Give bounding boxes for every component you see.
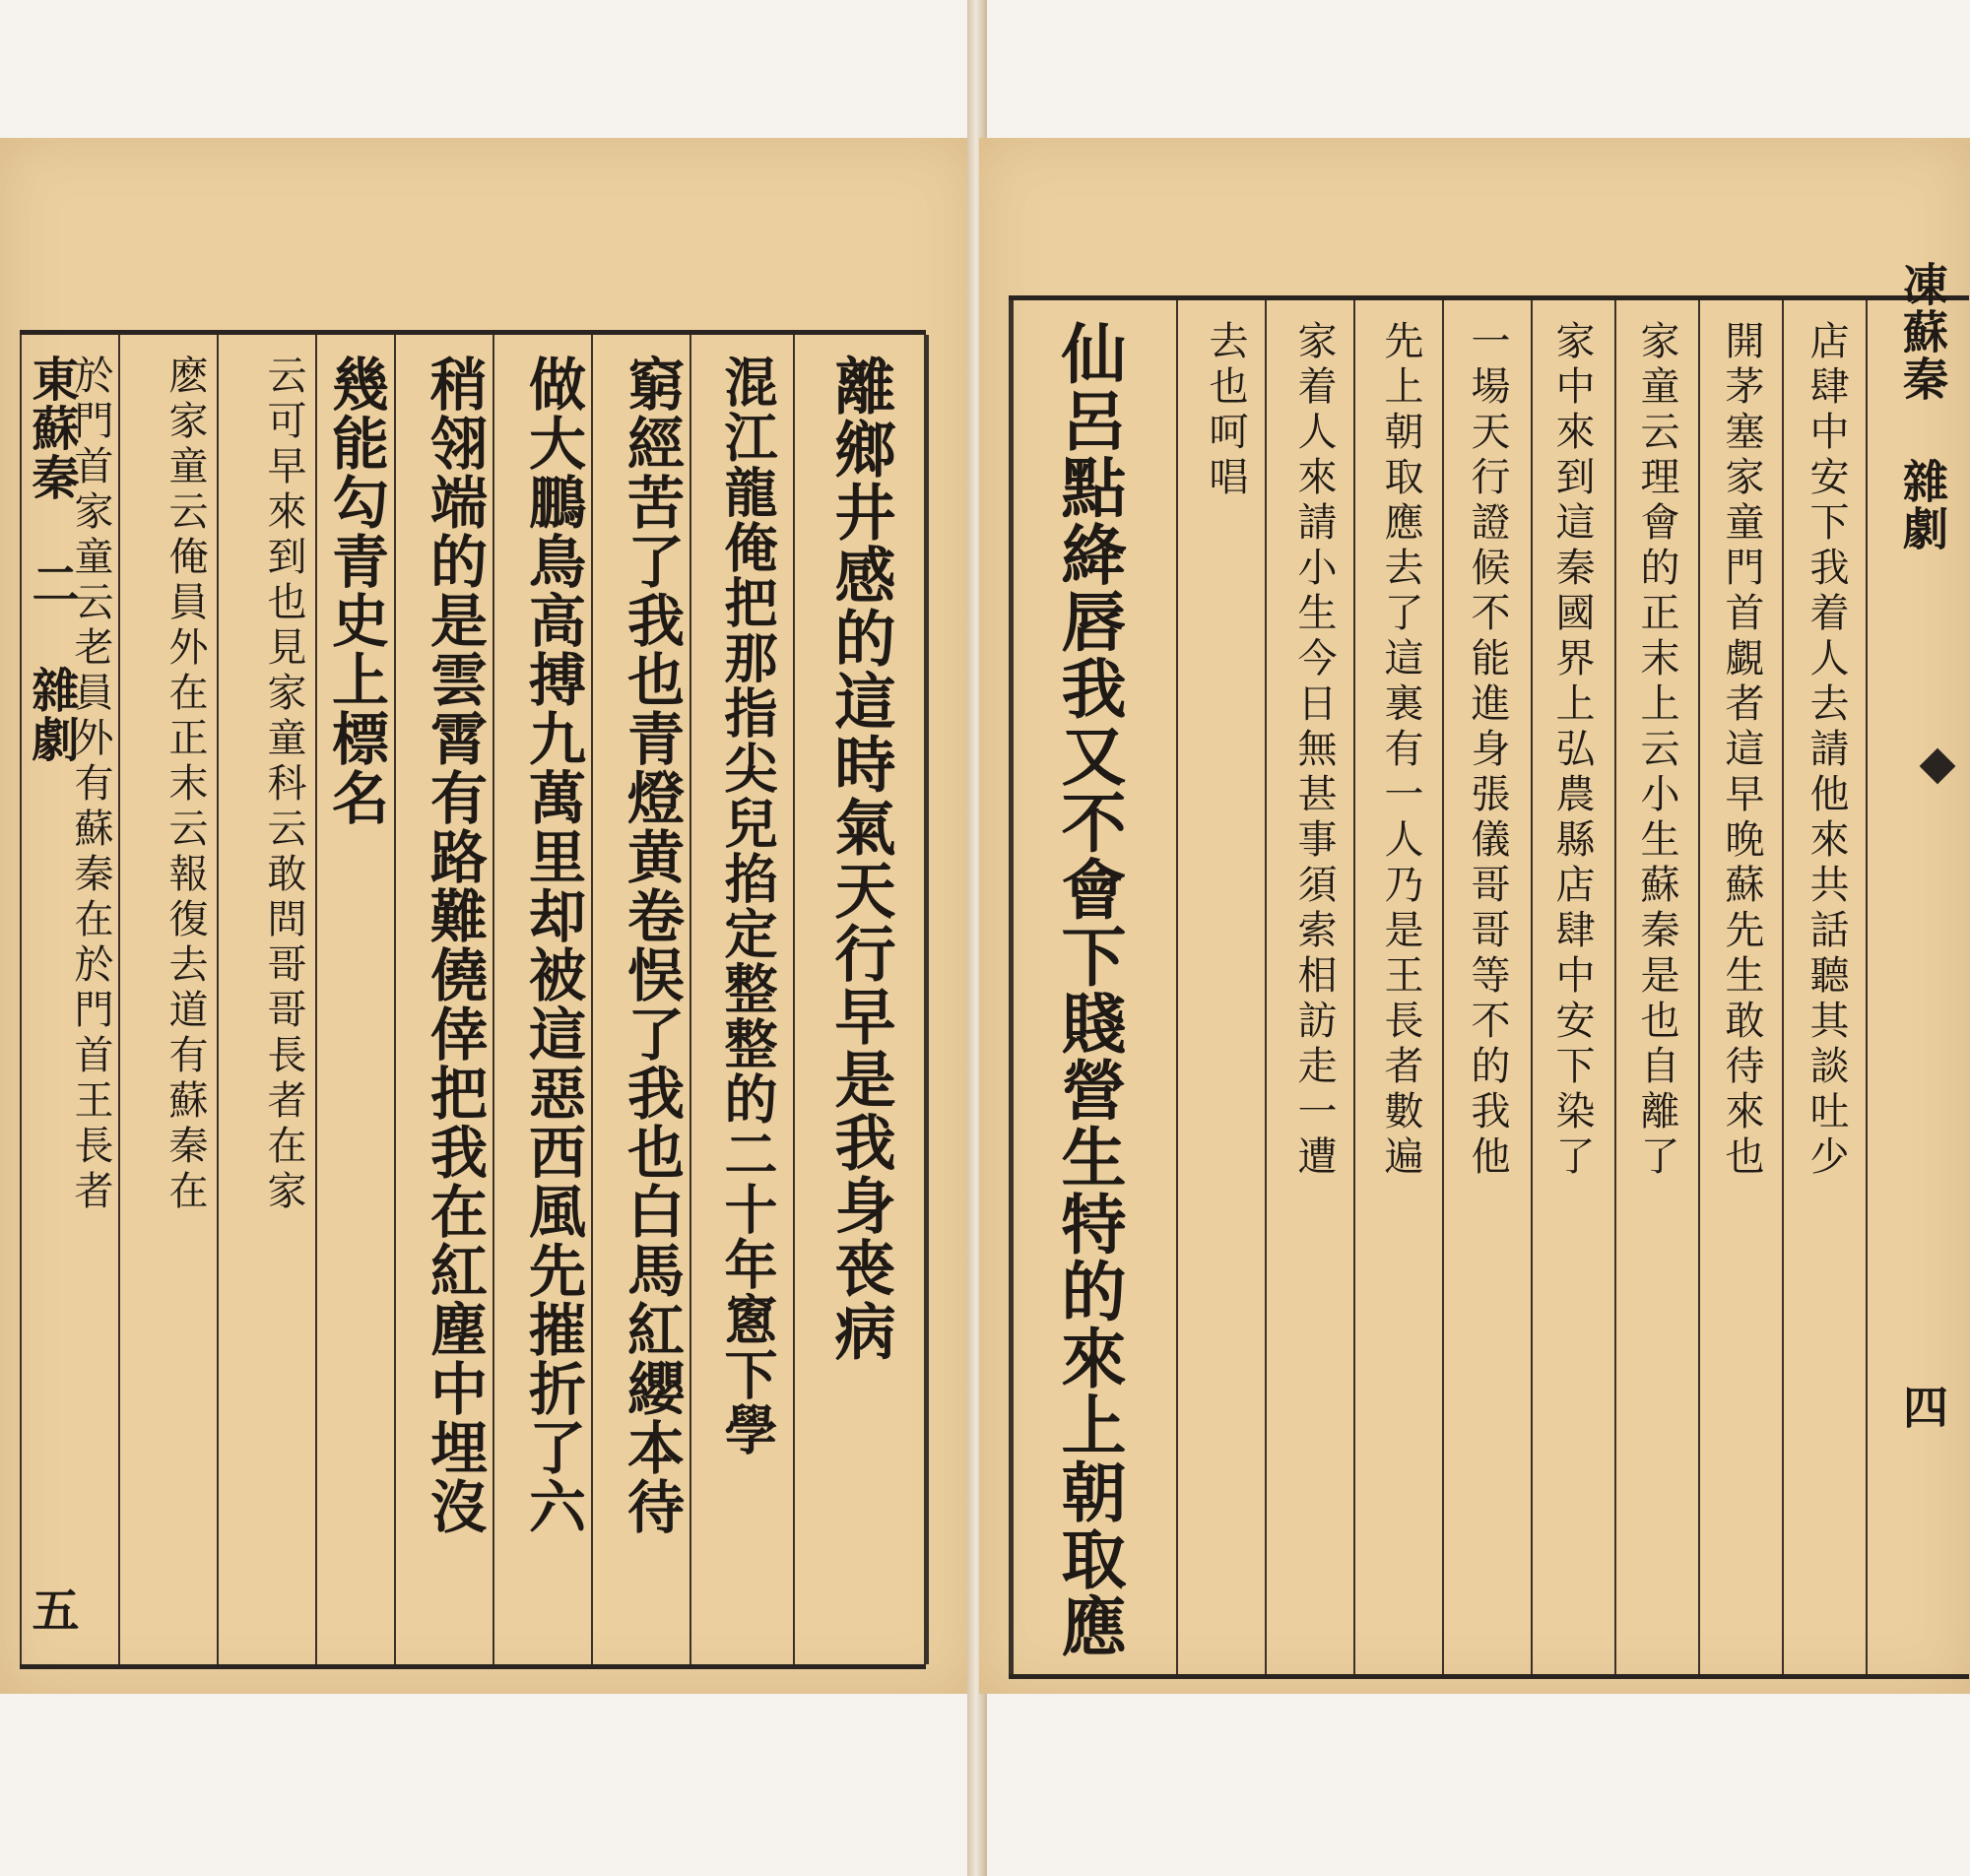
- left-verse-col-6: 幾能勾青史上標名: [322, 355, 389, 827]
- right-prose-col-5: 一場天行證候不能進身張儀哥哥等不的我他: [1465, 320, 1510, 1181]
- right-prose-col-3: 家童云理會的正末上云小生蘇秦是也自離了: [1634, 320, 1679, 1181]
- left-verse-col-2: 混江龍俺把那指尖兒掐定整整的二十年窻下學: [716, 355, 779, 1457]
- right-prose-col-1: 店肆中安下我着人去請他來共話聽其談吐少: [1804, 320, 1849, 1181]
- left-folio-number: 五: [24, 1585, 79, 1635]
- left-verse-col-1: 離鄉井感的這時氣天行早是我身䘮病: [824, 355, 896, 1363]
- right-margin-label: 凍蘇秦 雜劇: [1896, 261, 1949, 552]
- right-prose-col-4: 家中來到這秦國界上弘農縣店肆中安下染了: [1549, 320, 1595, 1181]
- left-prose-col-2: 麽家童云俺員外在正末云報復去道有蘇秦在: [163, 355, 208, 1215]
- right-folio-number: 四: [1896, 1384, 1949, 1431]
- left-verse-col-5: 稍翎端的是雲霄有路難僥倖把我在紅塵中埋沒: [421, 355, 488, 1536]
- left-text-block: [20, 330, 926, 1669]
- right-prose-col-7: 家着人來請小生今日無甚事須索相訪走一遭: [1291, 320, 1337, 1181]
- right-prose-col-2: 開茅塞家童門首覷者這早晚蘇先生敢待來也: [1719, 320, 1764, 1181]
- left-prose-col-1: 云可早來到也見家童科云敢問哥哥長者在家: [261, 355, 306, 1215]
- left-verse-col-3: 窮經苦了我也青燈黄卷悮了我也白馬紅纓本待: [618, 355, 685, 1536]
- right-prose-col-8: 去也呵唱: [1203, 320, 1248, 501]
- left-page: [0, 138, 973, 1694]
- left-verse-col-4: 做大鵬鳥高搏九萬里却被這惡西風先摧折了六: [519, 355, 586, 1536]
- left-prose-col-3: 於門首家童云老員外有蘇秦在於門首王長者: [68, 355, 113, 1215]
- right-page: [979, 138, 1970, 1694]
- right-prose-col-6: 先上朝取應去了這裏有一人乃是王長者數遍: [1378, 320, 1423, 1181]
- fish-tail-marker-icon: [1920, 748, 1956, 785]
- left-margin-label: 東蘇秦 二 雜劇: [24, 355, 79, 764]
- right-verse-col-1: 仙呂點絳唇我又不會下賤營生特的來上朝取應: [1050, 320, 1127, 1659]
- right-text-block: [1009, 261, 1969, 1679]
